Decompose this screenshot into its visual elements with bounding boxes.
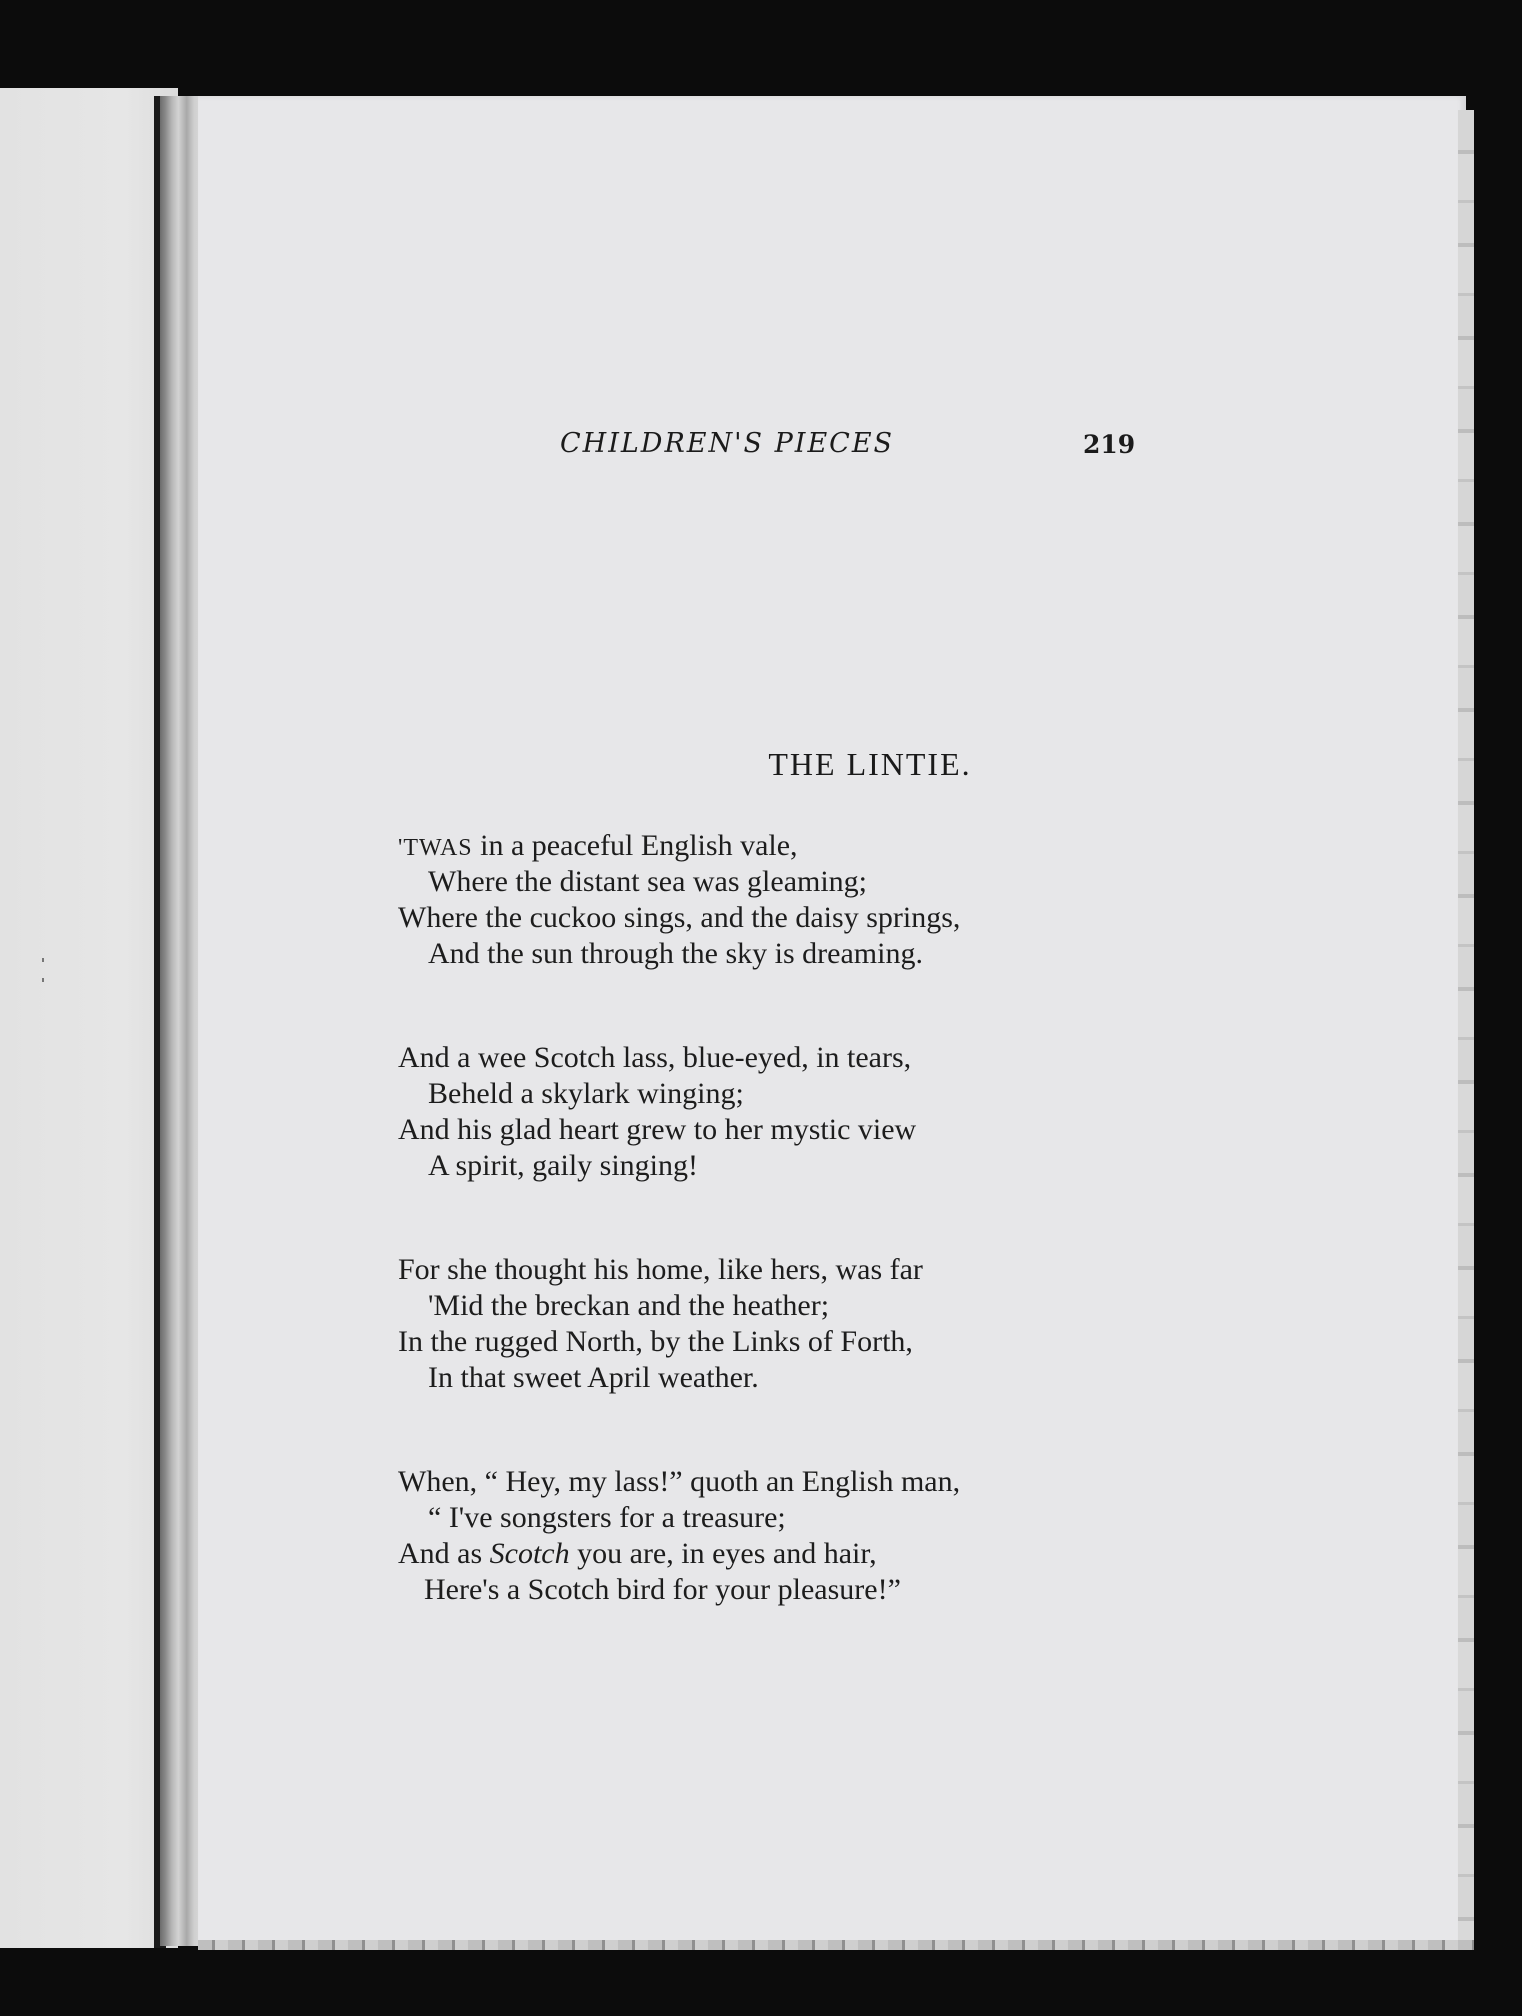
poem-title: THE LINTIE. [768, 746, 972, 782]
poem-line [398, 828, 1298, 864]
page-header [198, 428, 1466, 468]
italic-word: Scotch [489, 1537, 570, 1570]
stanza-2 [398, 1040, 1298, 1184]
poem-line: Beheld a skylark winging; [428, 1077, 744, 1110]
poem-line: A spirit, gaily singing! [428, 1149, 698, 1182]
running-head: CHILDREN'S PIECES [560, 428, 895, 459]
page-right-edge [1458, 110, 1474, 1940]
poem-line: When, “ Hey, my lass!” quoth an English man, [398, 1465, 961, 1498]
page-speck [42, 978, 44, 982]
stanza-4 [398, 1464, 1298, 1608]
poem-line: 'Mid the breckan and the heather; [428, 1289, 830, 1322]
page-bottom-edge [198, 1940, 1474, 1950]
page-number: 219 [1083, 430, 1136, 459]
poem-line: In the rugged North, by the Links of Forth, [398, 1325, 913, 1358]
poem-line: Here's a Scotch bird for your pleasure!” [424, 1573, 901, 1606]
poem-line: And his glad heart grew to her mystic view [398, 1113, 917, 1146]
facing-page-edge [0, 88, 178, 1948]
poem-line: Where the distant sea was gleaming; [428, 865, 868, 898]
stanza-3 [398, 1252, 1298, 1396]
poem-line: For she thought his home, like hers, was far [398, 1253, 923, 1286]
poem-line [398, 1536, 1298, 1572]
poem-line: And a wee Scotch lass, blue-eyed, in tears, [398, 1041, 912, 1074]
stanza-1 [398, 828, 1298, 972]
poem-line: And the sun through the sky is dreaming. [428, 937, 923, 970]
poem-body [398, 828, 1298, 1676]
line-text: you are, in eyes and hair, [569, 1537, 877, 1570]
line-text: in a peaceful English vale, [472, 829, 798, 862]
poem-line: “ I've songsters for a treasure; [428, 1501, 786, 1534]
line-text: And as [398, 1537, 490, 1570]
poem-line: Where the cuckoo sings, and the daisy springs, [398, 901, 961, 934]
page-speck [42, 958, 44, 962]
book-page [198, 96, 1466, 1948]
small-caps-opening: 'TWAS [398, 835, 473, 861]
poem-line: In that sweet April weather. [428, 1361, 759, 1394]
